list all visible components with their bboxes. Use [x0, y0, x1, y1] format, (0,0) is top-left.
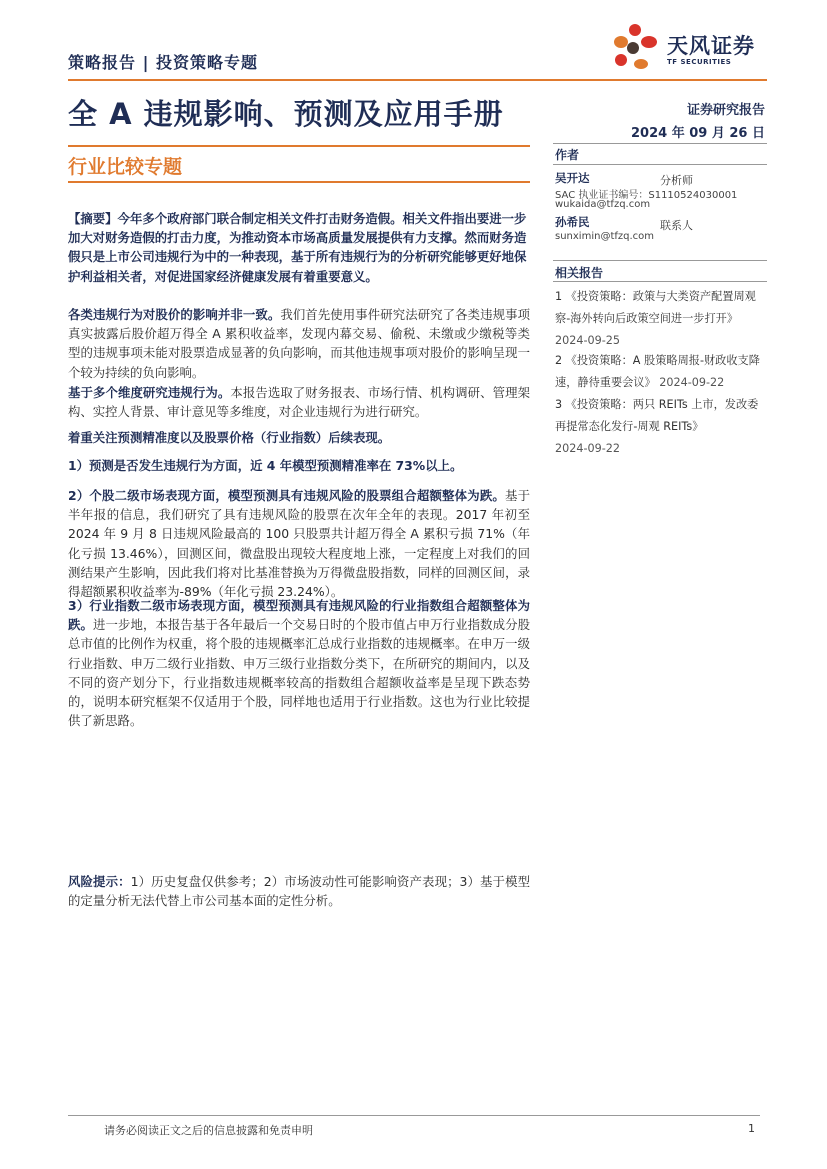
report-category: 证券研究报告 [686, 103, 765, 118]
body-paragraph [68, 383, 530, 421]
body-paragraph [68, 596, 530, 730]
body-paragraph [68, 486, 530, 601]
related-report-date: 2024-09-22 [555, 442, 621, 455]
author-name: 孙希民 [555, 215, 590, 229]
risk-label: 风险提示： [68, 874, 131, 889]
report-type-label: 策略报告 | 投资策略专题 [68, 53, 258, 72]
paragraph-text: 我们首先使用事件研究法研究了各类违规事项真实披露后股价超万得全 A 累积收益率，发现内幕交易、偷税、未缴或少缴税等类型的违规事项未能对股票造成显著的负向影响，而其他违规事项对股价的影响呈现一个较为持续的负向影响。 [68, 307, 531, 380]
author-role: 分析师 [660, 174, 693, 187]
report-date: 2024 年 09 月 26 日 [631, 126, 765, 141]
related-report-date: 2024-09-25 [555, 334, 621, 347]
paragraph-lead: 2）个股二级市场表现方面，模型预测具有违规风险的股票组合超额整体为跌。 [68, 488, 506, 503]
author-role: 联系人 [660, 219, 693, 232]
disclaimer-link[interactable]: 请务必阅读正文之后的信息披露和免责申明 [104, 1124, 313, 1137]
footer-divider [68, 1115, 760, 1116]
logo-mark-icon [611, 22, 663, 72]
related-report-item[interactable] [555, 394, 765, 460]
section-heading: 着重关注预测精准度以及股票价格（行业指数）后续表现。 [68, 430, 391, 445]
related-report-item[interactable] [555, 350, 765, 394]
author-name: 吴开达 [555, 171, 590, 185]
authors-divider [553, 164, 767, 165]
company-logo [611, 22, 761, 72]
logo-text-cn: 天风证券 [667, 34, 755, 58]
paragraph-lead: 3）行业指数二级市场表现方面，模型预测具有违规风险的行业指数组合超额整体为跌。 [68, 598, 530, 633]
page-title: 全 A 违规影响、预测及应用手册 [68, 97, 504, 131]
related-divider [553, 281, 767, 282]
logo-text-en: TF SECURITIES [667, 58, 732, 66]
authors-heading: 作者 [555, 148, 580, 162]
authors-divider-top [553, 143, 767, 144]
body-paragraph [68, 305, 530, 382]
related-divider-top [553, 260, 767, 261]
author-email[interactable]: sunximin@tfzq.com [555, 231, 655, 242]
subtitle-divider [68, 181, 530, 183]
title-divider [68, 145, 530, 147]
author-cert: SAC 执业证书编号：S1110524030001 [555, 190, 738, 201]
author-email[interactable]: wukaida@tfzq.com [555, 199, 651, 210]
related-report-item[interactable] [555, 286, 765, 352]
abstract-paragraph: 【摘要】今年多个政府部门联合制定相关文件打击财务造假。相关文件指出要进一步加大对财务造假的打击力度，为推动资本市场高质量发展提供有力支撑。然而财务造假只是上市公司违规行为中的一种表现，基于所有违规行为的分析研究能够更好地保护利益相关者，对促进国家经济健康发展有着重要意义。 [68, 211, 527, 284]
related-heading: 相关报告 [555, 266, 604, 280]
related-report-title: 2 《投资策略：A 股策略周报-财政收支降速，静待重要会议》 [555, 354, 760, 389]
paragraph-lead: 各类违规行为对股价的影响并非一致。 [68, 307, 281, 322]
page-subtitle: 行业比较专题 [68, 156, 183, 178]
header-divider [68, 79, 767, 81]
related-report-title: 1 《投资策略：政策与大类资产配置周观察-海外转向后政策空间进一步打开》 [555, 290, 756, 325]
paragraph-text: 基于半年报的信息，我们研究了具有违规风险的股票在次年全年的表现。2017 年初至 2024 年 9 月 8 日违规风险最高的 100 只股票共计超万得全 A 累积亏损 71%（年化亏损 13.46%），回测区间，微盘股出现较大程度地上涨，一定程度上对我们的回测结果产生影响，因此我们将对比基准替换为万得微盘股指数，同样的回测区间，录得超额累积收益率为-89%（年化亏损 23.24%）。 [68, 488, 530, 600]
related-report-title: 3 《投资策略：两只 REITs 上市，发改委再提常态化发行-周观 REITs》 [555, 398, 759, 433]
risk-warning [68, 872, 530, 910]
paragraph-text: 本报告选取了财务报表、市场行情、机构调研、管理架构、实控人背景、审计意见等多维度，对企业违规行为进行研究。 [68, 385, 531, 420]
risk-text: 1）历史复盘仅供参考；2）市场波动性可能影响资产表现；3）基于模型的定量分析无法代替上市公司基本面的定性分析。 [68, 874, 530, 909]
related-report-date: 2024-09-22 [659, 376, 725, 389]
page-number: 1 [748, 1122, 755, 1135]
finding-heading: 1）预测是否发生违规行为方面，近 4 年模型预测精准率在 73%以上。 [68, 458, 463, 473]
paragraph-text: 进一步地，本报告基于各年最后一个交易日时的个股市值占申万行业指数成分股总市值的比例作为权重，将个股的违规概率汇总成行业指数的违规概率。在申万一级行业指数、申万二级行业指数、申万三级行业指数分类下，在所研究的期间内，以及不同的资产划分下，行业指数违规概率较高的指数组合超额收益率是呈现下跌态势的，说明本研究框架不仅适用于个股，同样地也适用于行业指数。这也为行业比较提供了新思路。 [68, 617, 531, 729]
paragraph-lead: 基于多个维度研究违规行为。 [68, 385, 231, 400]
